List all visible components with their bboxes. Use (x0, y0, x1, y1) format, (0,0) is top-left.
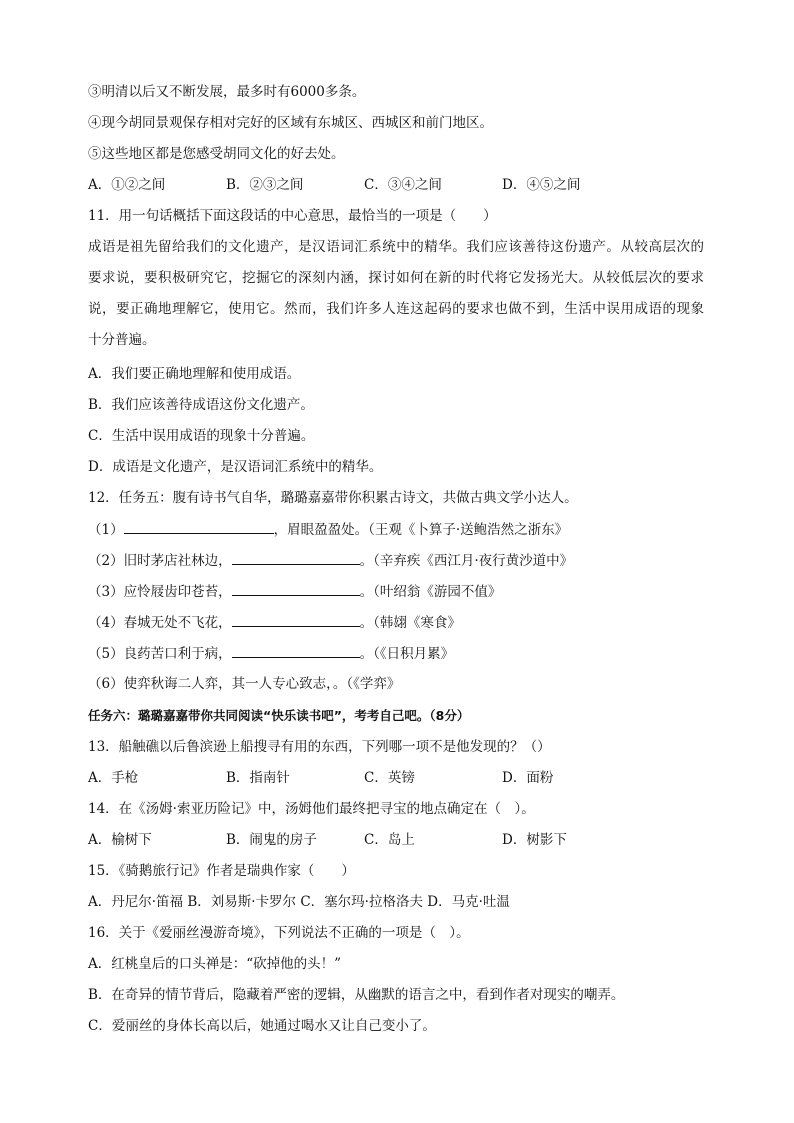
item-number: （3） (88, 584, 124, 600)
task6-heading: 任务六：璐璐嘉嘉带你共同阅读“快乐读书吧”，考考自己吧。（8分） (88, 708, 470, 723)
statement-5: ⑤这些地区都是您感受胡同文化的好去处。 (88, 146, 345, 162)
item-number: （1） (88, 522, 124, 538)
q16-option-c[interactable]: C．爱丽丝的身体长高以后，她通过喝水又让自己变小了。 (88, 1018, 436, 1034)
item-source: 。（《学弈》 (332, 676, 401, 692)
q13-options (88, 769, 708, 787)
q10-option-d[interactable]: D．④⑤之间 (502, 177, 581, 193)
q11-option-d[interactable]: D．成语是文化遗产，是汉语词汇系统中的精华。 (88, 459, 383, 475)
statement-4: ④现今胡同景观保存相对完好的区域有东城区、西城区和前门地区。 (88, 115, 493, 131)
item-line: 使弈秋诲二人弈，其一人专心致志， (123, 676, 333, 692)
q10-option-c[interactable]: C．③④之间 (364, 177, 442, 193)
item-number: （2） (88, 553, 124, 569)
item-source: 。（辛弃疾《西江月·夜行黄沙道中》 (359, 553, 574, 569)
q14-option-d[interactable]: D．树影下 (502, 832, 567, 848)
q12-item-1 (88, 520, 568, 539)
answer-blank[interactable] (232, 582, 360, 596)
q13-option-c[interactable]: C．英镑 (364, 770, 415, 786)
q11-passage-line: 要求说，要积极研究它，挖掘它的深刻内涵，探讨如何在新的时代将它发扬光大。从较低层次的要求 (88, 270, 704, 286)
q11-option-c[interactable]: C．生活中误用成语的现象十分普遍。 (88, 428, 315, 444)
q16-option-a[interactable]: A．红桃皇后的口头禅是：“砍掉他的头！” (88, 956, 342, 972)
q14-options (88, 831, 708, 849)
q12-item-6 (88, 675, 400, 693)
q13-stem: 13．船触礁以后鲁滨逊上船搜寻有用的东西，下列哪一项不是他发现的？（） (88, 739, 551, 755)
item-source: 。（叶绍翁《游园不值》 (359, 584, 502, 600)
answer-blank[interactable] (232, 551, 360, 565)
q10-option-a[interactable]: A．①②之间 (88, 177, 166, 193)
q11-passage-line: 十分普遍。 (88, 332, 156, 348)
item-source: ，眉眼盈盈处。（王观《卜算子·送鲍浩然之浙东》 (273, 522, 569, 538)
q12-item-2 (88, 551, 573, 570)
q11-option-b[interactable]: B．我们应该善待成语这份文化遗产。 (88, 397, 314, 413)
q12-item-3 (88, 582, 501, 601)
q14-stem: 14．在《汤姆·索亚历险记》中，汤姆他们最终把寻宝的地点确定在（ ）。 (88, 801, 535, 817)
q12-item-5 (88, 644, 454, 663)
item-line: 良药苦口利于病， (123, 646, 232, 662)
q16-option-b[interactable]: B．在奇异的情节背后，隐藏着严密的逻辑，从幽默的语言之中，看到作者对现实的嘲弄。 (88, 987, 625, 1003)
q15-stem: 15．《骑鹅旅行记》作者是瑞典作家（ ） (88, 863, 355, 879)
item-number: （4） (88, 615, 124, 631)
q14-option-b[interactable]: B．闹鬼的房子 (226, 832, 317, 848)
q13-option-a[interactable]: A．手枪 (88, 770, 139, 786)
item-source: 。（韩翃《寒食》 (359, 615, 461, 631)
item-line: 旧时茅店社林边， (123, 553, 232, 569)
q12-stem: 12．任务五：腹有诗书气自华，璐璐嘉嘉带你积累古诗文，共做古典文学小达人。 (88, 490, 578, 506)
item-line: 应怜屐齿印苍苔， (123, 584, 232, 600)
q14-option-c[interactable]: C．岛上 (364, 832, 415, 848)
q13-option-d[interactable]: D．面粉 (502, 770, 554, 786)
answer-blank[interactable] (232, 644, 360, 658)
q12-item-4 (88, 613, 461, 632)
q11-passage-line: 说，要正确地理解它，使用它。然而，我们许多人连这起码的要求也做不到，生活中误用成语的现象 (88, 301, 704, 317)
item-line: 春城无处不飞花， (123, 615, 232, 631)
q11-stem: 11．用一句话概括下面这段话的中心意思，最恰当的一项是（ ） (88, 208, 497, 224)
item-source: 。（《日积月累》 (359, 646, 455, 662)
item-number: （6） (88, 676, 124, 692)
q10-options (88, 176, 708, 194)
answer-blank[interactable] (124, 520, 274, 534)
q10-option-b[interactable]: B．②③之间 (226, 177, 304, 193)
q13-option-b[interactable]: B．指南针 (226, 770, 290, 786)
q16-stem: 16．关于《爱丽丝漫游奇境》，下列说法不正确的一项是（ ）。 (88, 925, 470, 941)
q11-option-a[interactable]: A．我们要正确地理解和使用成语。 (88, 366, 301, 382)
q11-passage-line: 成语是祖先留给我们的文化遗产，是汉语词汇系统中的精华。我们应该善待这份遗产。从较高层次的 (88, 239, 704, 255)
q14-option-a[interactable]: A．榆树下 (88, 832, 152, 848)
statement-3: ③明清以后又不断发展，最多时有6000多条。 (88, 84, 366, 100)
answer-blank[interactable] (232, 613, 360, 627)
q15-options[interactable]: A．丹尼尔·笛福 B．刘易斯·卡罗尔 C．塞尔玛·拉格洛夫 D．马克·吐温 (88, 894, 510, 910)
item-number: （5） (88, 646, 124, 662)
